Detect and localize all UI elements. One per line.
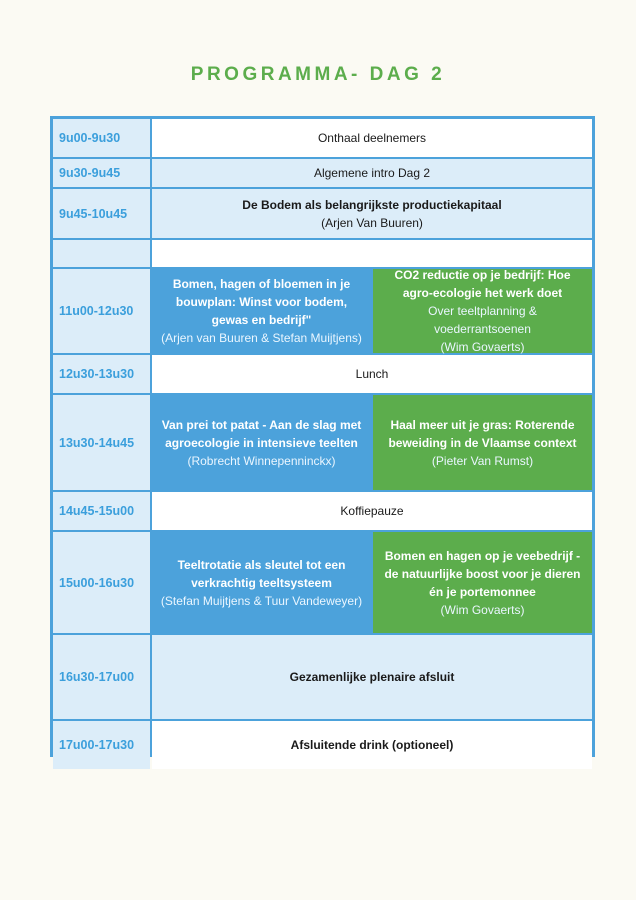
time-cell: 17u00-17u30 bbox=[53, 721, 150, 769]
session-lunch: Lunch bbox=[152, 355, 592, 393]
session-onthaal: Onthaal deelnemers bbox=[152, 119, 592, 157]
session-title: Teeltrotatie als sleutel tot een verkrachtig teeltsysteem bbox=[177, 557, 346, 590]
time-cell: 9u45-10u45 bbox=[53, 189, 150, 238]
empty-row bbox=[152, 240, 592, 267]
session-title: De Bodem als belangrijkste productiekapitaal bbox=[242, 197, 502, 212]
session-title: Van prei tot patat - Aan de slag met agroecologie in intensieve teelten bbox=[161, 417, 362, 450]
session-teeltrotatie bbox=[152, 532, 371, 633]
session-bomen-bouwplan bbox=[152, 269, 371, 353]
session-title: CO2 reductie op je bedrijf: Hoe agro-ecologie het werk doet bbox=[394, 268, 571, 300]
time-cell: 14u45-15u00 bbox=[53, 492, 150, 530]
session-afsluitende-drink: Afsluitende drink (optioneel) bbox=[152, 721, 592, 769]
session-speaker: (Wim Govaerts) bbox=[440, 340, 525, 354]
session-speaker: (Wim Govaerts) bbox=[440, 602, 525, 617]
time-cell-empty bbox=[53, 240, 150, 267]
session-title: Haal meer uit je gras: Roterende beweiding in de Vlaamse context bbox=[388, 417, 577, 450]
session-co2-reductie bbox=[373, 269, 592, 353]
session-speaker: (Stefan Muijtjens & Tuur Vandeweyer) bbox=[160, 593, 363, 608]
session-veebedrijf bbox=[373, 532, 592, 633]
time-cell: 11u00-12u30 bbox=[53, 269, 150, 353]
session-koffiepauze: Koffiepauze bbox=[152, 492, 592, 530]
session-speaker: (Robrecht Winnepenninckx) bbox=[187, 453, 336, 468]
session-prei-patat bbox=[152, 395, 371, 490]
time-cell: 15u00-16u30 bbox=[53, 532, 150, 633]
time-cell: 13u30-14u45 bbox=[53, 395, 150, 490]
session-gras bbox=[373, 395, 592, 490]
page-title: PROGRAMMA- DAG 2 bbox=[190, 64, 446, 85]
session-speaker: (Arjen van Buuren & Stefan Muijtjens) bbox=[161, 331, 362, 345]
session-intro: Algemene intro Dag 2 bbox=[152, 159, 592, 187]
time-cell: 9u00-9u30 bbox=[53, 119, 150, 157]
time-cell: 12u30-13u30 bbox=[53, 355, 150, 393]
time-cell: 9u30-9u45 bbox=[53, 159, 150, 187]
session-title: Bomen, hagen of bloemen in je bouwplan: Winst voor bodem, gewas en bedrijf" bbox=[172, 277, 351, 327]
session-subtitle: Over teeltplanning & voederrantsoenen bbox=[428, 304, 537, 336]
schedule-table bbox=[50, 116, 595, 757]
session-speaker: (Pieter Van Rumst) bbox=[431, 453, 534, 468]
time-cell: 16u30-17u00 bbox=[53, 635, 150, 719]
session-plenaire-afsluit: Gezamenlijke plenaire afsluit bbox=[152, 635, 592, 719]
session-speaker: (Arjen Van Buuren) bbox=[321, 215, 423, 230]
session-title: Bomen en hagen op je veebedrijf - de natuurlijke boost voor je dieren én je portemonnee bbox=[384, 548, 581, 599]
session-bodem bbox=[152, 189, 592, 238]
